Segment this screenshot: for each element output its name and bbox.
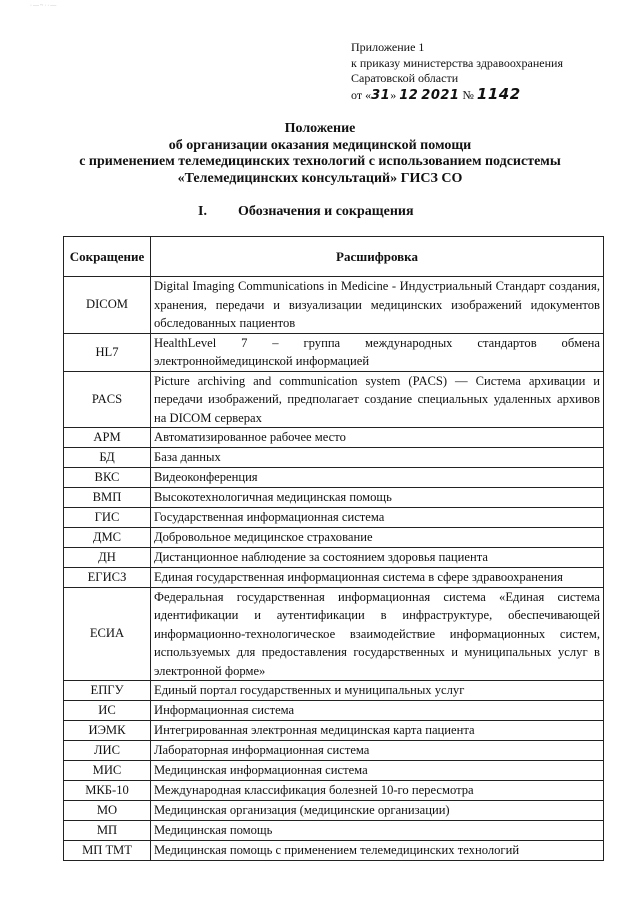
table-row: [64, 333, 604, 371]
table-row: [64, 721, 604, 741]
appendix-header: [351, 40, 611, 103]
table-row: [64, 277, 604, 334]
definition-cell: Международная классификация болезней 10-го пересмотра: [151, 781, 604, 801]
abbreviation-cell: АРМ: [64, 428, 151, 448]
abbreviation-cell: ДН: [64, 548, 151, 568]
table-row: [64, 548, 604, 568]
abbreviation-cell: МО: [64, 801, 151, 821]
table-row: [64, 801, 604, 821]
abbreviation-cell: ЕПГУ: [64, 681, 151, 701]
abbreviation-cell: HL7: [64, 333, 151, 371]
appendix-line-1: Приложение 1: [351, 40, 425, 54]
abbreviation-cell: ЕГИСЗ: [64, 568, 151, 588]
table-row: [64, 587, 604, 681]
table-row: [64, 761, 604, 781]
title-line-3: с применением телемедицинских технологий с использованием подсистемы: [79, 154, 561, 169]
abbreviation-cell: DICOM: [64, 277, 151, 334]
table-row: [64, 448, 604, 468]
definition-cell: Лабораторная информационная система: [151, 741, 604, 761]
table-row: [64, 568, 604, 588]
date-month-handwritten: 12: [399, 87, 419, 103]
definition-cell: Автоматизированное рабочее место: [151, 428, 604, 448]
table-row: [64, 508, 604, 528]
date-day-handwritten: 31: [371, 87, 391, 103]
definition-cell: Информационная система: [151, 701, 604, 721]
abbreviation-cell: ЕСИА: [64, 587, 151, 681]
table-header-row: [64, 237, 604, 277]
abbreviation-cell: БД: [64, 448, 151, 468]
definition-cell: Медицинская организация (медицинские организации): [151, 801, 604, 821]
abbreviation-cell: PACS: [64, 371, 151, 428]
abbreviation-cell: ВКС: [64, 468, 151, 488]
table-row: [64, 681, 604, 701]
scan-artifact-mark: ·—~··—: [30, 3, 58, 9]
table-row: [64, 488, 604, 508]
definition-cell: Видеоконференция: [151, 468, 604, 488]
table-row: [64, 781, 604, 801]
abbreviations-table: [63, 236, 604, 861]
abbreviation-cell: ВМП: [64, 488, 151, 508]
order-number-handwritten: 1142: [476, 84, 521, 103]
abbreviation-cell: МКБ-10: [64, 781, 151, 801]
appendix-line-2: к приказу министерства здравоохранения: [351, 55, 563, 70]
number-sign: №: [459, 87, 477, 102]
date-prefix: от «: [351, 87, 372, 102]
definition-cell: Высокотехнологичная медицинская помощь: [151, 488, 604, 508]
definition-cell: Дистанционное наблюдение за состоянием здоровья пациента: [151, 548, 604, 568]
title-line-4: «Телемедицинских консультаций» ГИСЗ СО: [177, 170, 463, 186]
abbreviation-cell: ЛИС: [64, 741, 151, 761]
document-title: [30, 121, 610, 187]
definition-cell: Медицинская помощь: [151, 821, 604, 841]
header-definition: Расшифровка: [151, 237, 604, 277]
definition-cell: Единый портал государственных и муниципальных услуг: [151, 681, 604, 701]
abbreviation-cell: ДМС: [64, 528, 151, 548]
title-line-2: об организации оказания медицинской помощи: [168, 137, 472, 153]
definition-cell: Медицинская помощь с применением телемедицинских технологий: [151, 841, 604, 861]
table-row: [64, 528, 604, 548]
section-number: I.: [198, 204, 207, 219]
abbreviation-cell: МП: [64, 821, 151, 841]
abbreviation-cell: МИС: [64, 761, 151, 781]
definition-cell: Медицинская информационная система: [151, 761, 604, 781]
section-heading: [198, 204, 414, 220]
definition-cell: Добровольное медицинское страхование: [151, 528, 604, 548]
definition-cell: Федеральная государственная информационная система «Единая система идентификации и аутентификации в инфраструктуре, обеспечивающей информационно-технологическое взаимодействие информационных систем, используемых для предоставления государственных и муниципальных услуг в электронной форме»: [151, 587, 604, 681]
table-row: [64, 821, 604, 841]
header-abbreviation: Сокращение: [64, 237, 151, 277]
definition-cell: Picture archiving and communication system (PACS) — Система архивации и передачи изображений, предполагает создание специальных удаленных архивов на DICOM серверах: [151, 371, 604, 428]
abbreviation-cell: ГИС: [64, 508, 151, 528]
date-mid: »: [390, 87, 400, 102]
title-line-1: Положение: [284, 121, 356, 136]
table-row: [64, 841, 604, 861]
definition-cell: HealthLevel 7 – группа международных стандартов обмена электронноймедицинской информацией: [151, 333, 604, 371]
section-title: Обозначения и сокращения: [238, 204, 414, 219]
definition-cell: Государственная информационная система: [151, 508, 604, 528]
definition-cell: Интегрированная электронная медицинская карта пациента: [151, 721, 604, 741]
table-row: [64, 428, 604, 448]
abbreviation-cell: ИЭМК: [64, 721, 151, 741]
date-year-handwritten: 2021: [421, 87, 460, 103]
definition-cell: Digital Imaging Communications in Medicine - Индустриальный Стандарт создания, хранения, передачи и визуализации медицинских изображений идокументов обследованных пациентов: [151, 277, 604, 334]
table-row: [64, 741, 604, 761]
abbreviation-cell: ИС: [64, 701, 151, 721]
definition-cell: База данных: [151, 448, 604, 468]
table-row: [64, 371, 604, 428]
abbreviation-cell: МП ТМТ: [64, 841, 151, 861]
appendix-line-3: Саратовской области: [351, 71, 459, 85]
definition-cell: Единая государственная информационная система в сфере здравоохранения: [151, 568, 604, 588]
table-row: [64, 468, 604, 488]
table-row: [64, 701, 604, 721]
appendix-date-line: [351, 84, 611, 104]
